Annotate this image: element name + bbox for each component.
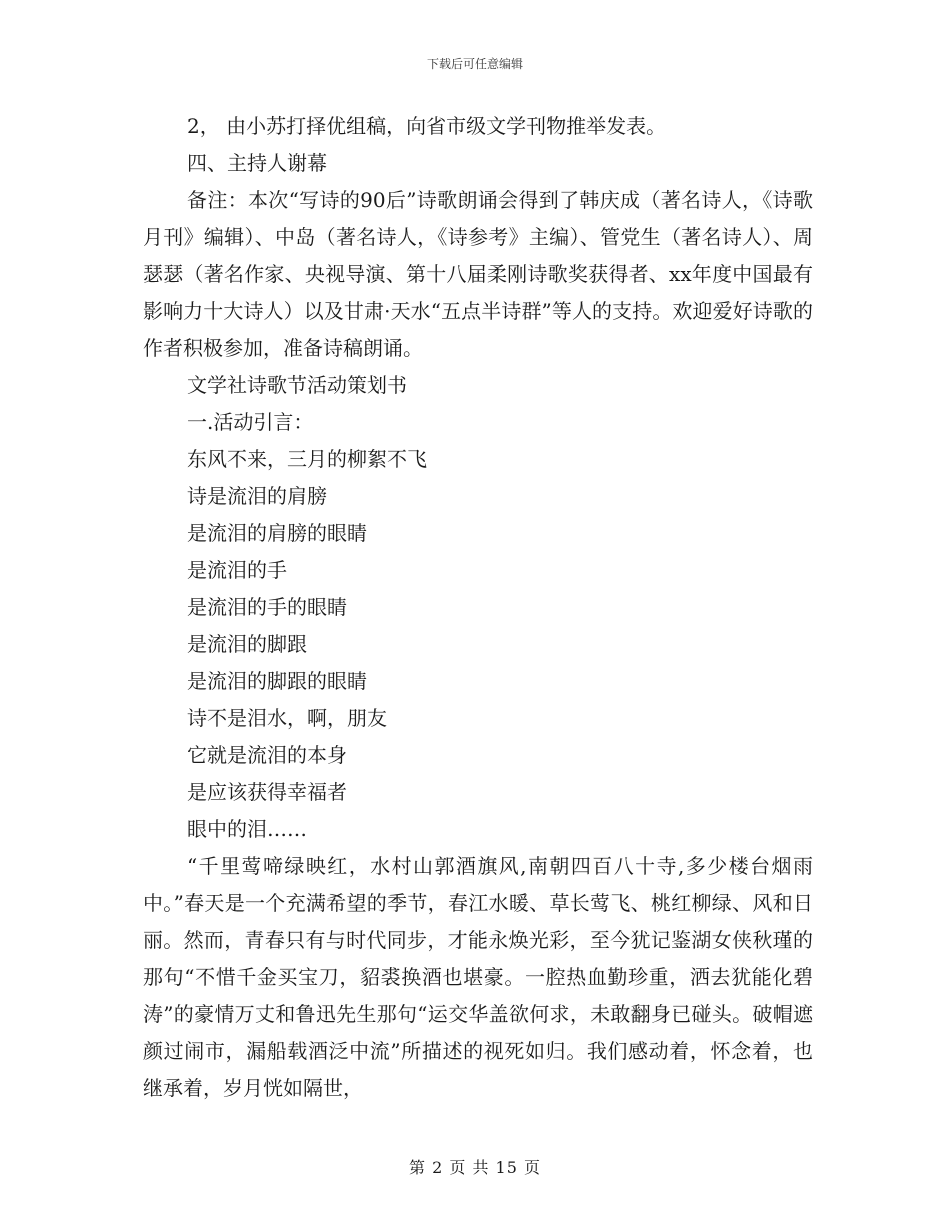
poem-line: 东风不来，三月的柳絮不飞 bbox=[187, 447, 427, 471]
paragraph: 2， 由小苏打择优组稿，向省市级文学刊物推举发表。 bbox=[187, 114, 667, 138]
poem-line: 它就是流泪的本身 bbox=[187, 743, 347, 767]
poem-line: 是流泪的手的眼睛 bbox=[187, 595, 347, 619]
paragraph: 四、主持人谢幕 bbox=[187, 151, 327, 175]
paragraph: “千里莺啼绿映红，水村山郭酒旗风,南朝四百八十寺,多少楼台烟雨中。”春天是一个充满希望的季节，春江水暖、草长莺飞、桃红柳绿、风和日丽。然而，青春只有与时代同步，才能永焕光彩，至今犹记鉴湖女侠秋瑾的那句“不惜千金买宝刀，貂裘换酒也堪豪。一腔热血勤珍重，洒去犹能化碧涛”的豪情万丈和鲁迅先生那句“运交华盖欲何求，未敢翻身已碰头。破帽遮颜过闹市，漏船载酒泛中流”所描述的视死如归。我们感动着，怀念着，也继承着，岁月恍如隔世， bbox=[143, 854, 813, 1100]
page-header-note: 下载后可任意编辑 bbox=[426, 57, 523, 71]
poem-line: 是流泪的脚跟 bbox=[187, 632, 307, 656]
poem-line: 是流泪的肩膀的眼睛 bbox=[187, 521, 367, 545]
poem-line: 诗不是泪水，啊，朋友 bbox=[187, 706, 387, 730]
section-title: 文学社诗歌节活动策划书 bbox=[187, 373, 407, 397]
document-body bbox=[143, 108, 813, 1107]
page-number: 第 2 页 共 15 页 bbox=[409, 1158, 541, 1177]
poem-line: 是流泪的脚跟的眼睛 bbox=[187, 669, 367, 693]
poem-line: 是流泪的手 bbox=[187, 558, 287, 582]
subsection-heading: 一.活动引言： bbox=[187, 410, 314, 434]
paragraph: 备注：本次“写诗的90后”诗歌朗诵会得到了韩庆成（著名诗人，《诗歌月刊》编辑）、中岛（著名诗人，《诗参考》主编）、管党生（著名诗人）、周瑟瑟（著名作家、央视导演、第十八届柔刚诗歌奖获得者、xx年度中国最有影响力十大诗人）以及甘肃·天水“五点半诗群”等人的支持。欢迎爱好诗歌的作者积极参加，准备诗稿朗诵。 bbox=[143, 188, 813, 360]
poem-line: 眼中的泪…… bbox=[187, 817, 307, 841]
poem-line: 诗是流泪的肩膀 bbox=[187, 484, 327, 508]
poem-line: 是应该获得幸福者 bbox=[187, 780, 347, 804]
